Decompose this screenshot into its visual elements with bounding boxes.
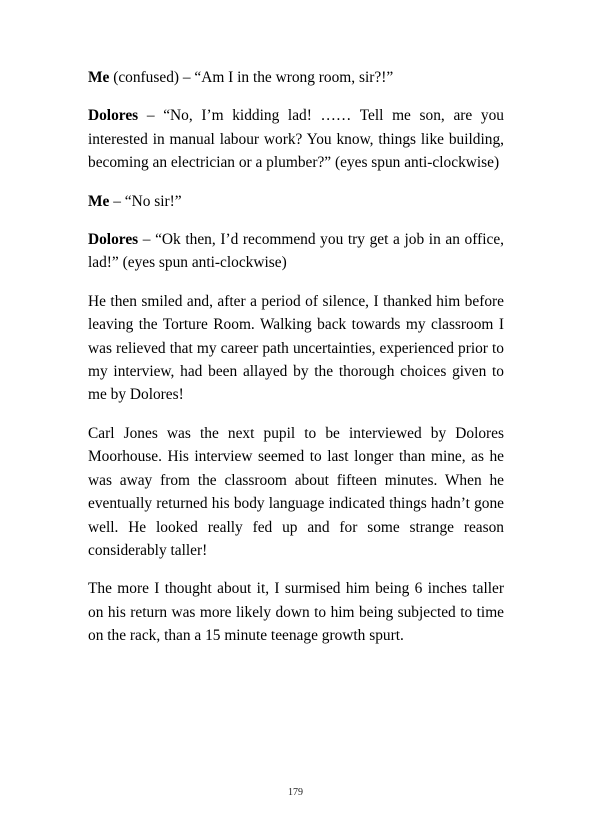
speaker-name: Me bbox=[88, 192, 110, 210]
dialogue-line bbox=[88, 66, 504, 89]
dialogue-line bbox=[88, 228, 504, 275]
narrative-paragraph: Carl Jones was the next pupil to be interviewed by Dolores Moorhouse. His interview seemed to last longer than mine, as he was away from the classroom about fifteen minutes. When he eventually returned his body language indicated things hadn’t gone well. He looked really fed up and for some strange reason considerably taller! bbox=[88, 424, 504, 559]
speaker-name: Me bbox=[88, 69, 110, 86]
dialogue-text: – “Ok then, I’d recommend you try get a job in an office, lad!” (eyes spun anti-clockwise) bbox=[88, 231, 504, 272]
dialogue-text: – “No, I’m kidding lad! …… Tell me son, are you interested in manual labour work? You know, things like building, becoming an electrician or a plumber?” (eyes spun anti-clockwise) bbox=[88, 107, 504, 172]
dialogue-line bbox=[88, 104, 504, 174]
dialogue-text: (confused) – “Am I in the wrong room, sir?!” bbox=[109, 69, 394, 86]
speaker-name: Dolores bbox=[88, 107, 139, 125]
narrative-paragraph: The more I thought about it, I surmised him being 6 inches taller on his return was more likely down to him being subjected to time on the rack, than a 15 minute teenage growth spurt. bbox=[88, 580, 504, 645]
page-number: 179 bbox=[288, 787, 303, 798]
page-body bbox=[88, 66, 504, 663]
dialogue-line bbox=[88, 190, 504, 213]
narrative-paragraph: He then smiled and, after a period of silence, I thanked him before leaving the Torture Room. Walking back towards my classroom I was relieved that my career path uncertainties, experienced prior to my interview, had been allayed by the thorough choices given to me by Dolores! bbox=[88, 292, 504, 404]
dialogue-text: – “No sir!” bbox=[109, 192, 182, 210]
speaker-name: Dolores bbox=[88, 231, 139, 249]
